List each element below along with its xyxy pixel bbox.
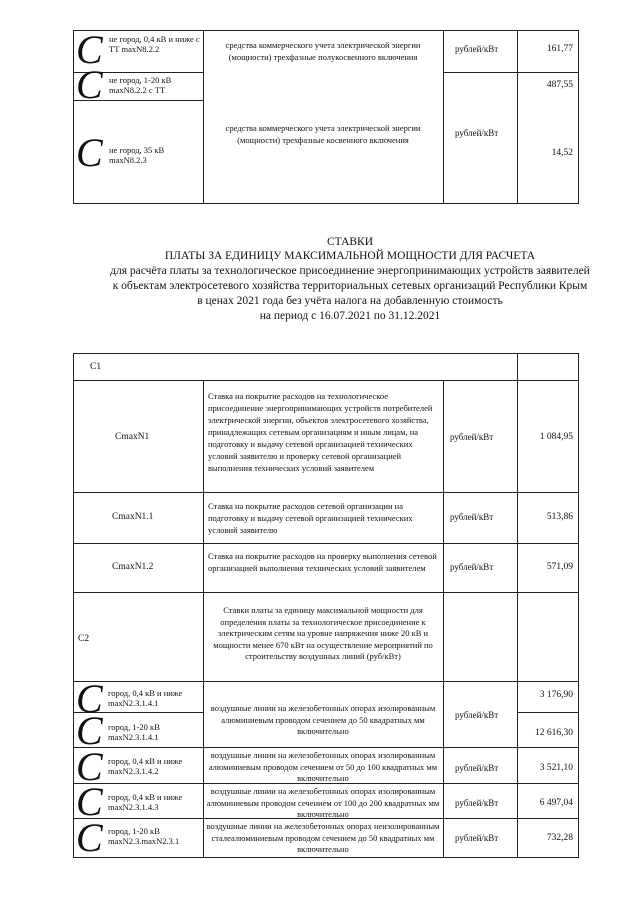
c2-header: Ставки платы за единицу максимальной мощности для определения платы за технологическое присоединение к электрическим сетям на уровне напряжения ниже 20 кВ и мощности менее 670 кВт на осуществление мероприятий по строительству воздушных линий (руб/кВт) xyxy=(213,605,433,661)
rate-unit: рублей/кВт xyxy=(455,798,499,808)
rate-code: город, 0,4 кВ и ниже maxN2.3.1.4.3 xyxy=(108,792,183,812)
row-value: 161,77 xyxy=(546,44,573,54)
rate-code: CmaxN1.2 xyxy=(112,562,154,572)
rate-value: 513,86 xyxy=(546,512,573,522)
rate-description: воздушные линии на железобетонных опорах изолированным алюминиевым проводом сечением от 50 до 100 квадратных мм включительно xyxy=(208,750,438,783)
heading-line: СТАВКИ xyxy=(326,236,374,248)
heading-line: для расчёта платы за технологическое присоединение энергопринимающих устройств заявителей xyxy=(110,265,590,277)
rate-description: воздушные линии на железобетонных опорах изолированным алюминиевым проводом сечением до 50 квадратных мм включительно xyxy=(210,703,436,736)
row-unit: рублей/кВт xyxy=(455,44,499,54)
c-letter: C xyxy=(76,27,103,72)
heading-line: на период с 16.07.2021 по 31.12.2021 xyxy=(259,310,441,322)
heading-line: к объектам электросетевого хозяйства территориальных сетевых организаций Республики Крым xyxy=(112,280,588,292)
row-unit: рублей/кВт xyxy=(455,128,499,138)
rate-description: Ставка на покрытие расходов сетевой организации на подготовку и выдачу сетевой организацией технических условий заявителю xyxy=(208,501,413,535)
rate-value: 3 521,10 xyxy=(539,763,573,773)
rate-code: город, 0,4 кВ и ниже maxN2.3.1.4.2 xyxy=(108,756,183,776)
rate-value: 571,09 xyxy=(546,562,573,572)
rate-unit: рублей/кВт xyxy=(450,432,494,442)
rate-description: воздушные линии на железобетонных опорах неизолированным сталеалюминиевым проводом сечением до 50 квадратных мм включительно xyxy=(206,821,440,854)
section-label-c2: С2 xyxy=(78,634,90,644)
rate-unit: рублей/кВт xyxy=(450,562,494,572)
rate-value: 1 084,95 xyxy=(539,432,573,442)
rate-description: Ставка на покрытие расходов на технологическое присоединение энергопринимающих устройств потребителей электрической энергии, объектов электросетевого хозяйства, принадлежащих сетевым организациям и иным лицам, на подготовку и выдачу сетевой организацией технических условий заявителю и проверку сетевой организацией выполнения технических условий заявителем xyxy=(208,391,433,473)
rate-code: город, 1-20 кВ maxN2.3.maxN2.3.1 xyxy=(108,826,180,846)
c-letter: C xyxy=(76,62,103,107)
rate-value: 3 176,90 xyxy=(539,690,573,700)
row-description: средства коммерческого учета электрической энергии (мощности) трехфазные полукосвенного включения xyxy=(225,40,421,62)
c-letter: C xyxy=(76,779,103,824)
row-code: не город, 0,4 кВ и ниже с ТТ maxN8.2.2 xyxy=(109,34,200,54)
rate-value: 6 497,04 xyxy=(539,798,573,808)
rate-value: 732,28 xyxy=(546,833,573,843)
rate-value: 12 616,30 xyxy=(535,728,573,738)
row-description: средства коммерческого учета электрической энергии (мощности) трехфазные косвенного включения xyxy=(225,123,421,145)
c-letter: C xyxy=(76,744,103,789)
heading-line: в ценах 2021 года без учёта налога на добавленную стоимость xyxy=(197,295,503,307)
c-letter: C xyxy=(76,815,103,860)
c-letter: C xyxy=(76,130,103,175)
rate-description: воздушные линии на железобетонных опорах изолированным алюминиевым проводом сечением от 100 до 200 квадратных мм включительно xyxy=(206,786,440,819)
rate-code: город, 1-20 кВ maxN2.3.1.4.1 xyxy=(108,722,160,742)
rate-unit: рублей/кВт xyxy=(455,833,499,843)
row-code: не город, 1-20 кВ maxN8.2.2 с ТТ xyxy=(109,75,172,95)
heading-line: ПЛАТЫ ЗА ЕДИНИЦУ МАКСИМАЛЬНОЙ МОЩНОСТИ ДЛЯ РАСЧЕТА xyxy=(164,250,536,262)
rate-description: Ставка на покрытие расходов на проверку выполнения сетевой организацией выполнения технических условий заявителем xyxy=(208,551,437,573)
rate-unit: рублей/кВт xyxy=(455,710,499,720)
rate-code: CmaxN1.1 xyxy=(112,512,154,522)
rate-unit: рублей/кВт xyxy=(450,512,494,522)
row-code: не город, 35 кВ maxN8.2.3 xyxy=(109,145,165,165)
rate-unit: рублей/кВт xyxy=(455,763,499,773)
rate-code: город, 0,4 кВ и ниже maxN2.3.1.4.1 xyxy=(108,688,183,708)
c-letter: C xyxy=(76,708,103,753)
row-value: 487,55 xyxy=(546,80,573,90)
rate-code: CmaxN1 xyxy=(115,432,150,442)
section-label-c1: С1 xyxy=(90,362,102,372)
row-value: 14,52 xyxy=(551,148,573,158)
c-letter: C xyxy=(76,676,103,721)
